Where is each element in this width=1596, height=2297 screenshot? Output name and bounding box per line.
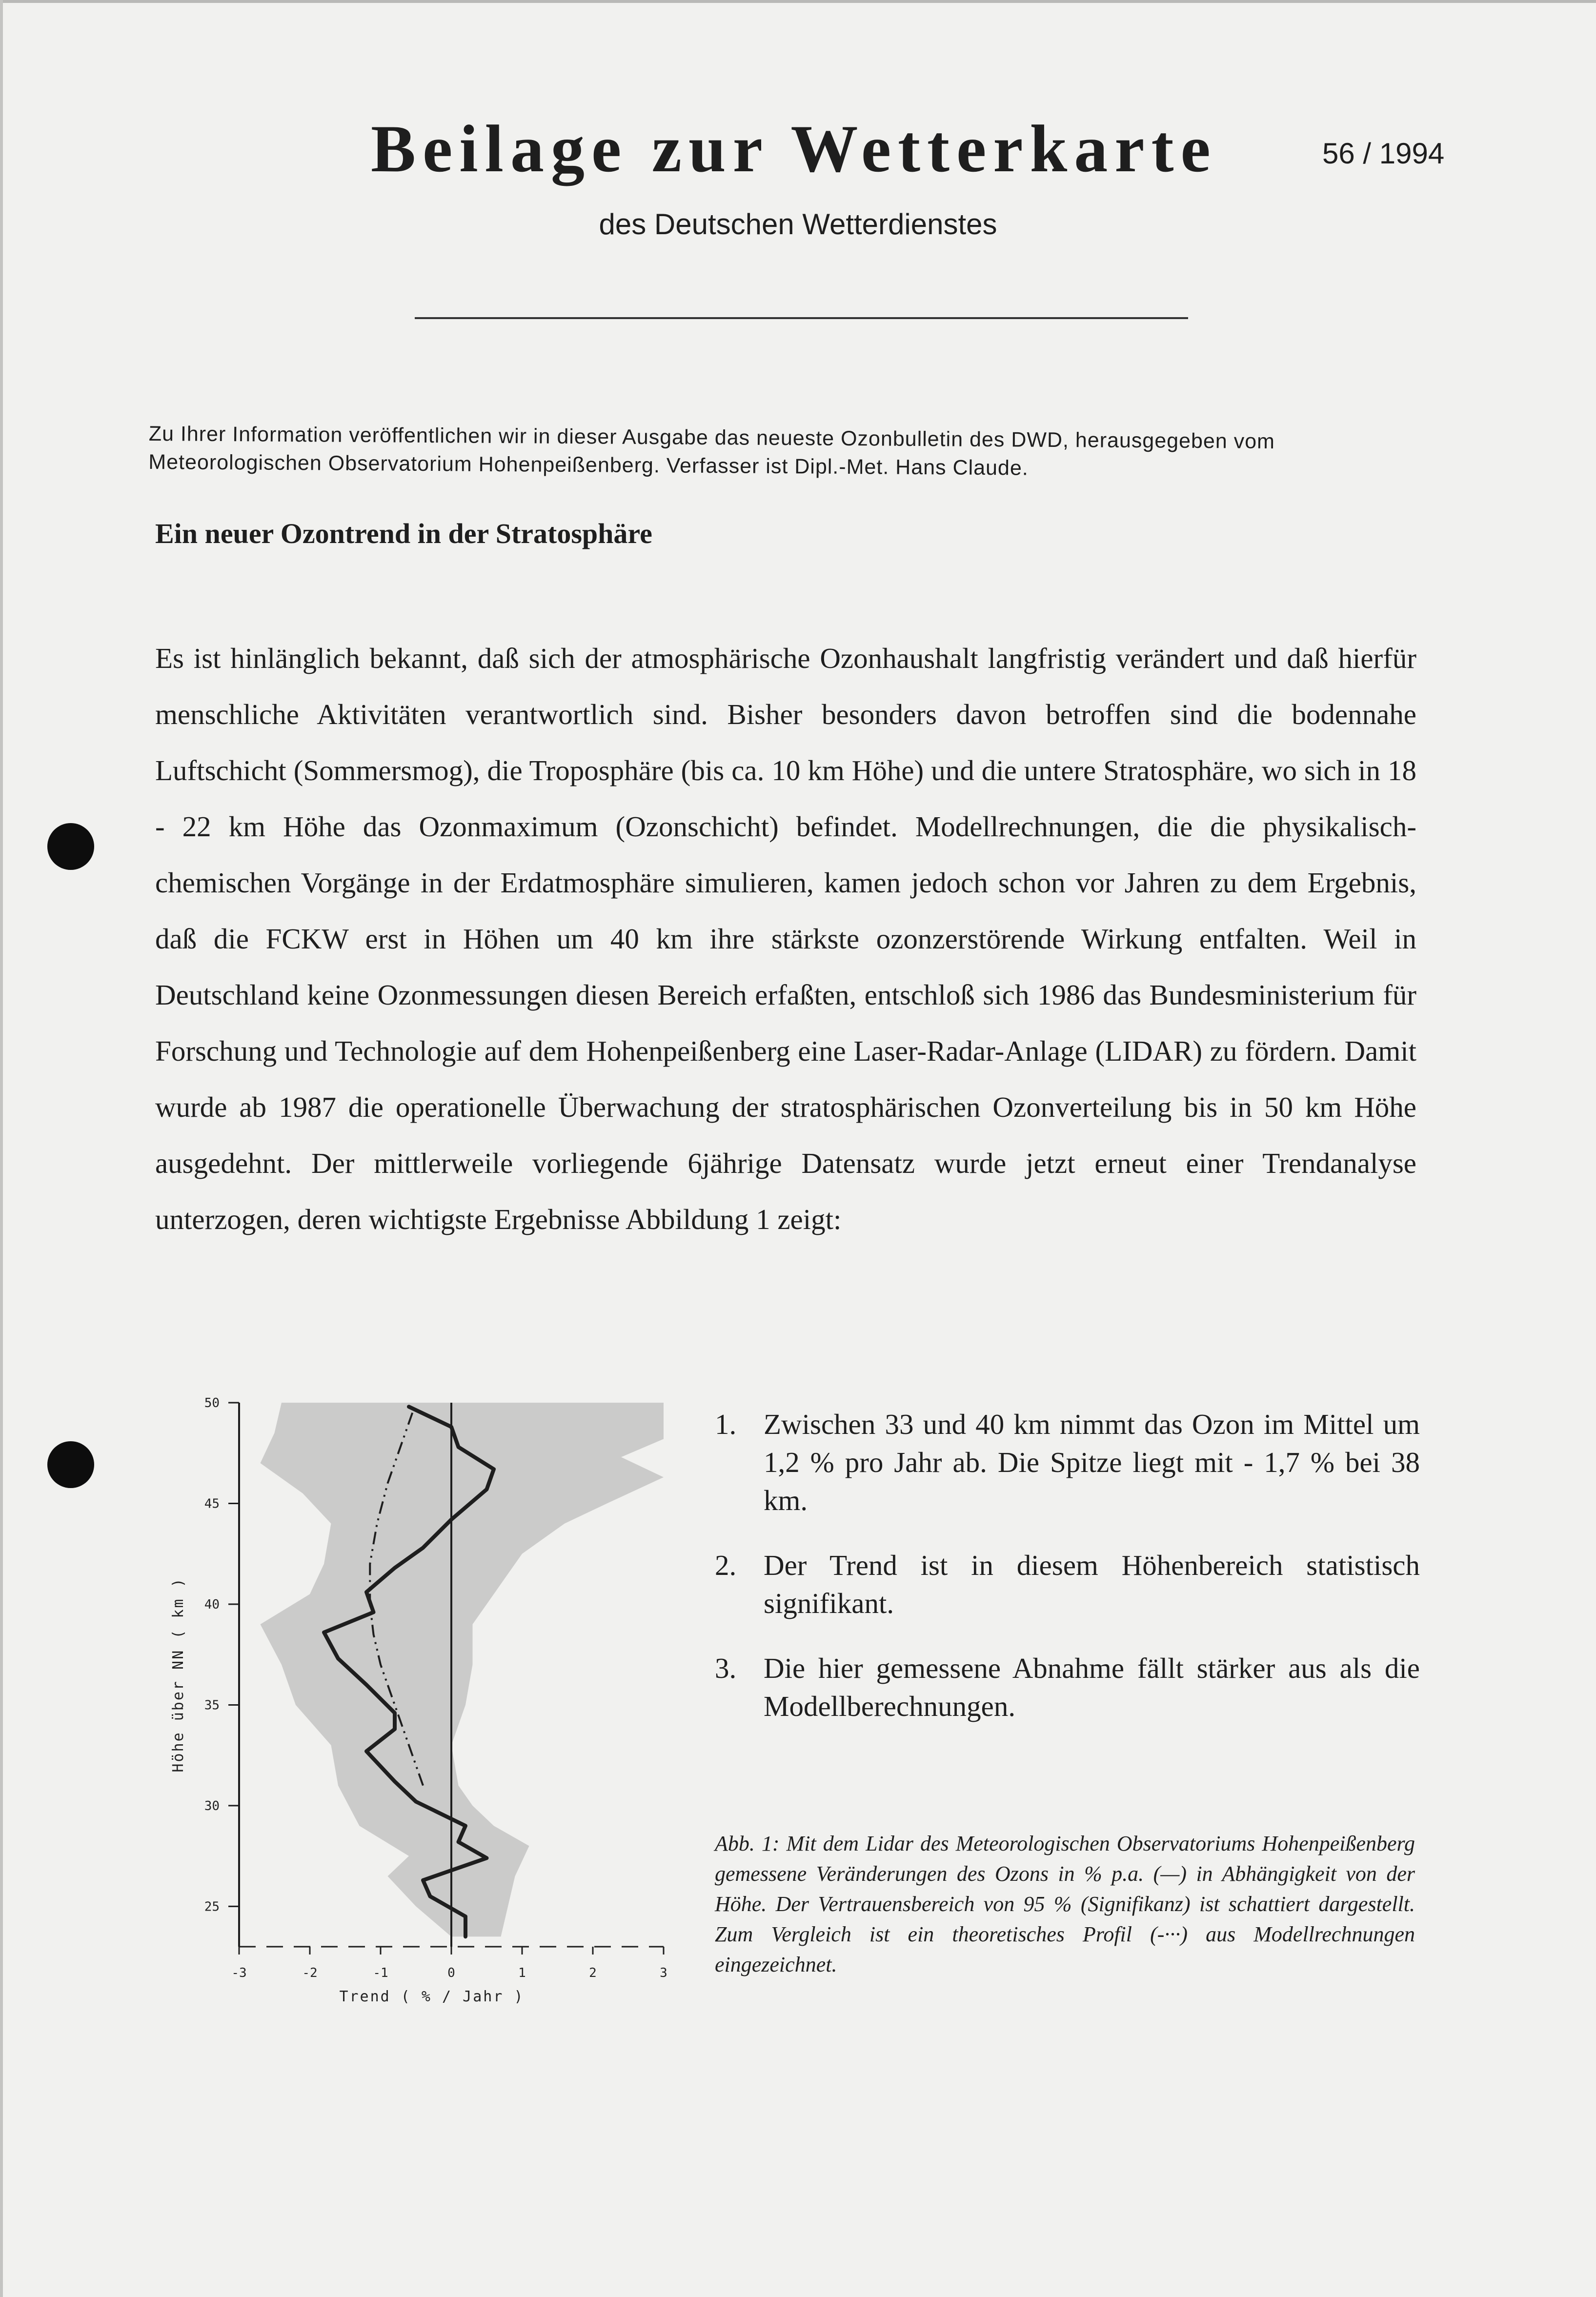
y-axis-label: Höhe über NN ( km ) — [170, 1577, 187, 1773]
masthead — [0, 107, 1596, 190]
body-paragraph: Es ist hinlänglich bekannt, daß sich der atmosphärische Ozonhaushalt langfristig verändert und daß hierfür menschliche Aktivitäten verantwortlich sind. Bisher besonders davon betroffen sind die bodennahe Luftschicht (Sommersmog), die Troposphäre (bis ca. 10 km Höhe) und die untere Stratosphäre, wo sich in 18 - 22 km Höhe das Ozonmaximum (Ozonschicht) befindet. Modellrechnungen, die die physikalisch-chemischen Vorgänge in der Erdatmosphäre simulieren, kamen jedoch schon vor Jahren zu dem Ergebnis, daß die FCKW erst in Höhen um 40 km ihre stärkste ozonzerstörende Wirkung entfalten. Weil in Deutschland keine Ozonmessungen diesen Bereich erfaßten, entschloß sich 1986 das Bundesministerium für Forschung und Technologie auf dem Hohenpeißenberg eine Laser-Radar-Anlage (LIDAR) zu fördern. Damit wurde ab 1987 die operationelle Überwachung der stratosphärischen Ozonverteilung bis in 50 km Höhe ausgedehnt. Der mittlerweile vorliegende 6jährige Datensatz wurde jetzt erneut einer Trendanalyse unterzogen, deren wichtigste Ergebnisse Abbildung 1 zeigt: — [155, 642, 1416, 1235]
article-body — [155, 630, 1416, 1248]
x-tick-label: -3 — [231, 1966, 247, 1980]
x-axis-label: Trend ( % / Jahr ) — [339, 1988, 525, 2005]
x-tick-label: 1 — [518, 1966, 526, 1980]
x-tick-label: 2 — [589, 1966, 597, 1980]
x-tick-label: -1 — [373, 1966, 388, 1980]
ozone-trend-chart — [161, 1386, 698, 2049]
finding-text: Der Trend ist in diesem Höhenbereich statistisch signifikant. — [764, 1549, 1420, 1619]
finding-text: Die hier gemessene Abnahme fällt stärker aus als die Modellberechnungen. — [764, 1652, 1420, 1722]
editorial-note: Zu Ihrer Information veröffentlichen wir in dieser Ausgabe das neueste Ozonbulletin des DWD, herausgegeben vom Meteorologischen Observatorium Hohenpeißenberg. Verfasser ist Dipl.-Met. Hans Claude. — [148, 422, 1275, 480]
finding-item — [715, 1546, 1420, 1622]
finding-item — [715, 1649, 1420, 1725]
confidence-band — [261, 1403, 664, 1936]
y-tick-label: 30 — [204, 1798, 220, 1813]
x-tick-label: 0 — [447, 1966, 455, 1980]
y-tick-label: 40 — [204, 1597, 220, 1612]
finding-number: 3. — [715, 1652, 737, 1684]
scan-edge-left — [0, 0, 3, 2297]
figure-caption: Abb. 1: Mit dem Lidar des Meteorologischen Observatoriums Hohenpeißenberg gemessene Veränderungen des Ozons in % p.a. (—) in Abhängigkeit von der Höhe. Der Vertrauensbereich von 95 % (Signifikanz) ist schattiert dargestellt. Zum Vergleich ist ein theoretisches Profil (-···) aus Modellrechnungen eingezeichnet. — [715, 1832, 1415, 1976]
punch-hole-upper — [47, 823, 94, 870]
findings-list — [715, 1405, 1420, 1752]
issue-number: 56 / 1994 — [1322, 137, 1445, 170]
finding-text: Zwischen 33 und 40 km nimmt das Ozon im Mittel um 1,2 % pro Jahr ab. Die Spitze liegt mit - 1,7 % bei 38 km. — [764, 1408, 1420, 1516]
title-divider — [415, 317, 1188, 319]
punch-hole-lower — [47, 1441, 94, 1488]
y-tick-label: 25 — [204, 1899, 220, 1914]
y-tick-label: 45 — [204, 1496, 220, 1511]
y-tick-label: 35 — [204, 1698, 220, 1713]
x-tick-label: -2 — [302, 1966, 318, 1980]
finding-number: 1. — [715, 1408, 737, 1440]
article-heading: Ein neuer Ozontrend in der Stratosphäre — [155, 518, 652, 549]
finding-number: 2. — [715, 1549, 737, 1581]
publisher-subtitle: des Deutschen Wetterdienstes — [599, 208, 997, 241]
page-title: Beilage zur Wetterkarte — [371, 111, 1217, 186]
scan-edge-top — [0, 0, 1596, 3]
finding-item — [715, 1405, 1420, 1519]
y-tick-label: 50 — [204, 1396, 220, 1410]
x-tick-label: 3 — [660, 1966, 667, 1980]
